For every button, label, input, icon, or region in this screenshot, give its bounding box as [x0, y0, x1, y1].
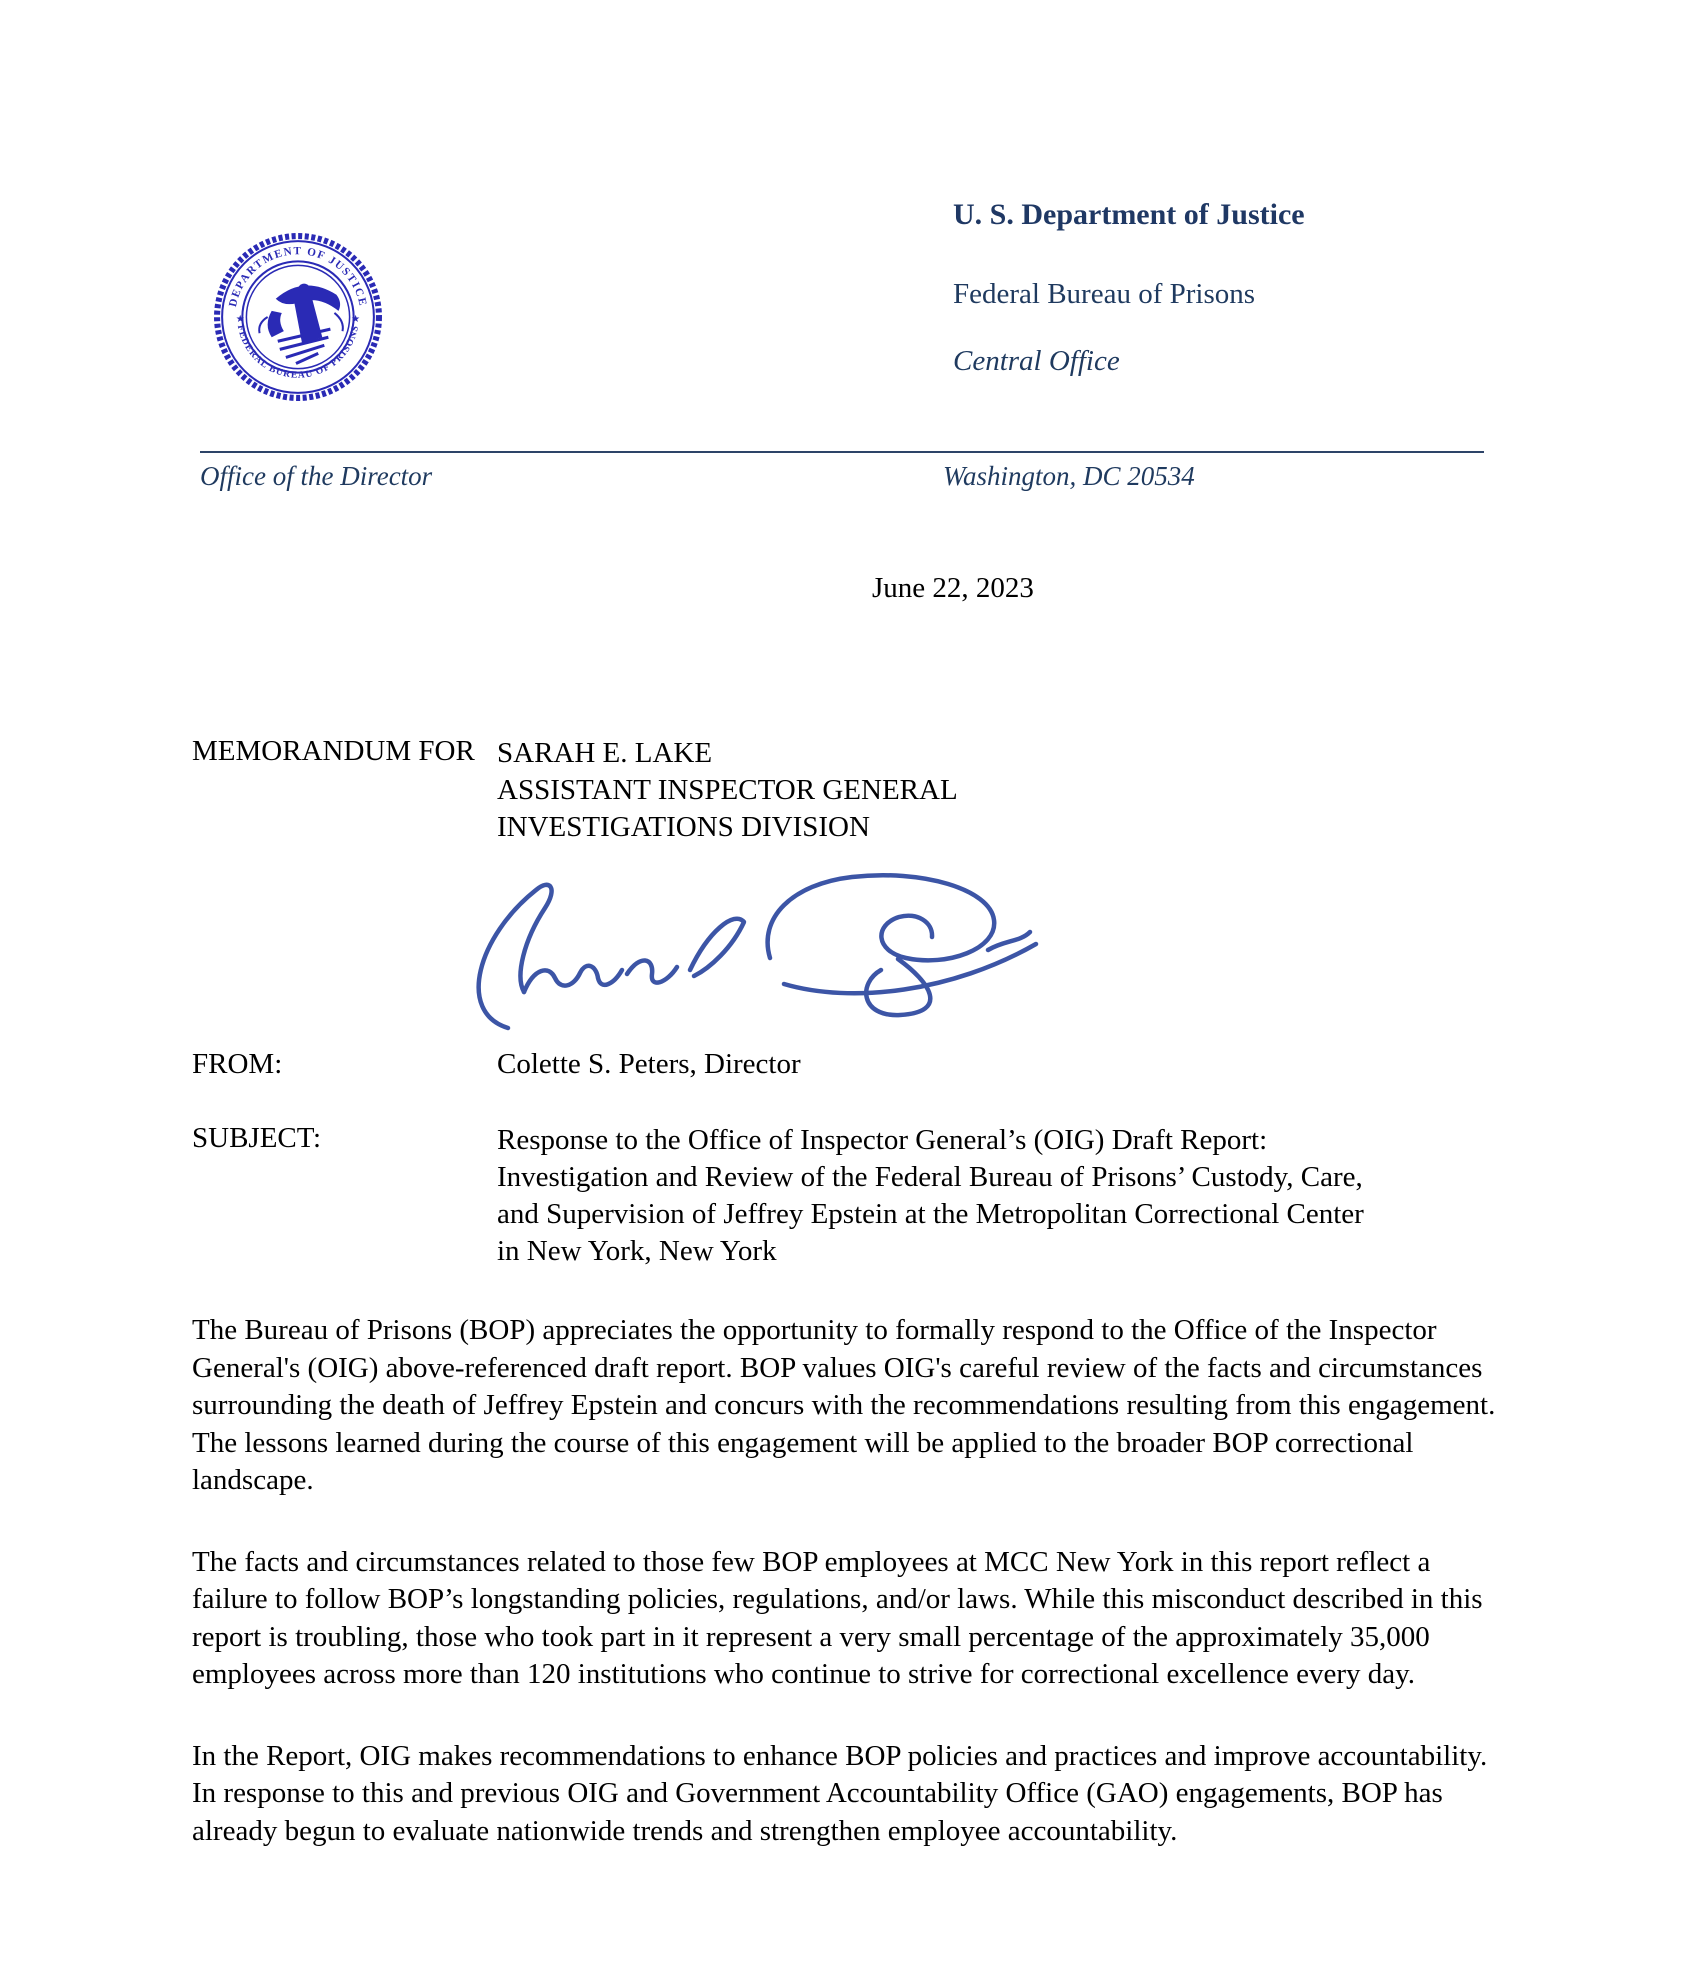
seal-bottom-text: FEDERAL BUREAU OF PRISONS [234, 324, 362, 381]
eagle-icon [259, 284, 343, 364]
subject-label: SUBJECT: [192, 1122, 322, 1154]
subject-block [497, 1122, 1364, 1270]
signature [428, 862, 1060, 1046]
from-label: FROM: [192, 1048, 283, 1080]
seal-star-left: ★ [235, 314, 245, 326]
agency-title: U. S. Department of Justice [953, 198, 1305, 231]
seal-star-right: ★ [351, 314, 361, 326]
addressee-title: ASSISTANT INSPECTOR GENERAL [497, 774, 958, 806]
body-paragraph: The Bureau of Prisons (BOP) appreciates the opportunity to formally respond to the Office of the Inspector General's (OIG) above-referenced draft report. BOP values OIG's careful review of the facts and circumstances surrounding the death of Jeffrey Epstein and concurs with the recommendations resulting from this engagement. The lessons learned during the course of this engagement will be applied to the broader BOP correctional landscape. [192, 1314, 1496, 1496]
letter-body [192, 1312, 1498, 1894]
address-label: Washington, DC 20534 [943, 461, 1195, 491]
addressee-division: INVESTIGATIONS DIVISION [497, 811, 870, 843]
body-paragraph: In the Report, OIG makes recommendations to enhance BOP policies and practices and improve accountability. In response to this and previous OIG and Government Accountability Office (GAO) engagements, BOP has already begun to evaluate nationwide trends and strengthen employee accountability. [192, 1739, 1488, 1847]
body-paragraph: The facts and circumstances related to those few BOP employees at MCC New York in this report reflect a failure to follow BOP’s longstanding policies, regulations, and/or laws. While this misconduct described in this report is troubling, those who took part in it represent a very small percentage of the approximately 35,000 employees across more than 120 institutions who continue to strive for correctional excellence every day. [192, 1545, 1483, 1690]
office-of-director-label: Office of the Director [200, 461, 433, 491]
bureau-title: Federal Bureau of Prisons [953, 278, 1256, 310]
office-title: Central Office [953, 345, 1120, 377]
subject-line: and Supervision of Jeffrey Epstein at the Metropolitan Correctional Center [497, 1198, 1364, 1230]
letterhead-divider [200, 451, 1484, 453]
memorandum-for-label: MEMORANDUM FOR [192, 735, 475, 767]
from-value: Colette S. Peters, Director [497, 1048, 801, 1080]
date: June 22, 2023 [872, 572, 1034, 604]
subject-line: in New York, New York [497, 1235, 777, 1267]
seal-top-text: DEPARTMENT OF JUSTICE [227, 245, 369, 309]
subject-line: Investigation and Review of the Federal Bureau of Prisons’ Custody, Care, [497, 1161, 1363, 1193]
addressee-block [497, 735, 958, 846]
doj-bop-seal-icon [213, 232, 383, 402]
subject-line: Response to the Office of Inspector General’s (OIG) Draft Report: [497, 1124, 1268, 1156]
addressee-name: SARAH E. LAKE [497, 737, 713, 769]
